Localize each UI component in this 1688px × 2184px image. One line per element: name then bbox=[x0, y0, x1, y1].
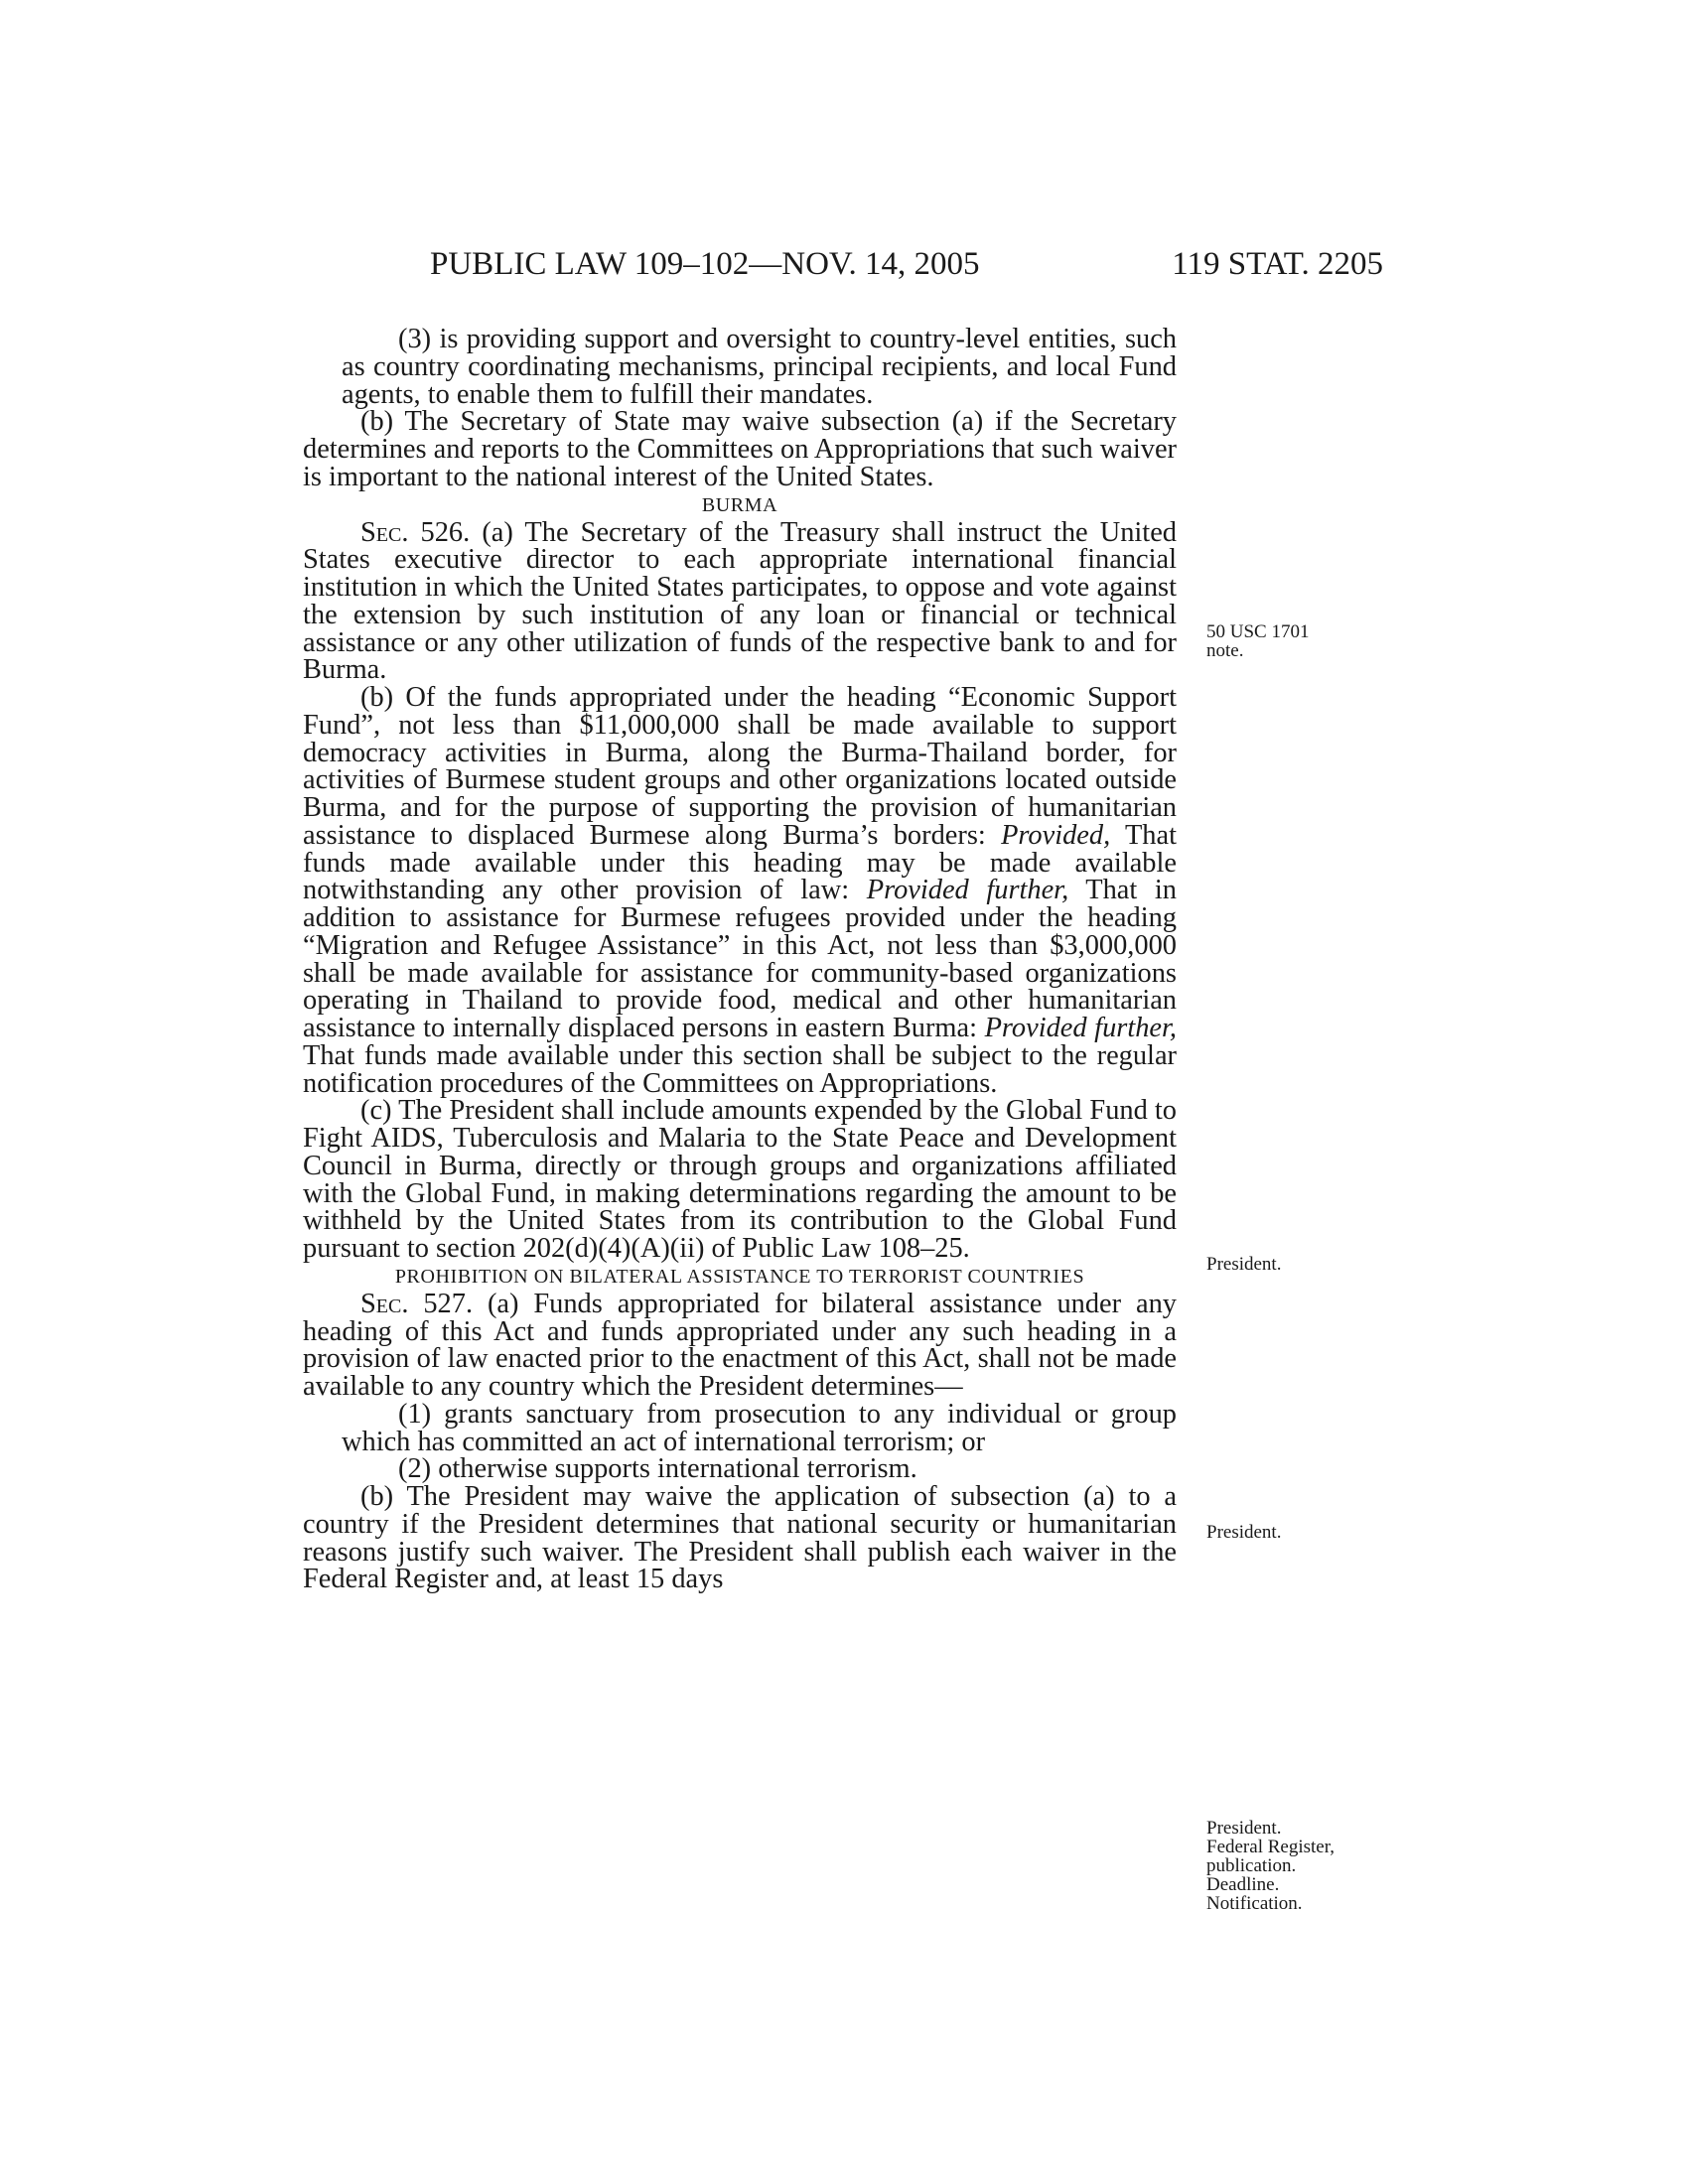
margin-note-usc-line2: note. bbox=[1206, 640, 1244, 661]
sec527-a2: (2) otherwise supports international terrorism. bbox=[398, 1453, 917, 1485]
section-heading-burma: BURMA bbox=[701, 493, 778, 516]
sec526-c: (c) The President shall include amounts expended by the Global Fund to Fight AIDS, Tuberculosis and Malaria to the State Peace and Development Council in Burma, directly or through groups and organizations affiliated with the Global Fund, in making determinations regarding the amount to be withheld by the United States from its contribution to the Global Fund pursuant to section 202(d)(4)(A)(ii) of Public Law 108–25. bbox=[303, 1095, 1177, 1264]
sec526-a bbox=[303, 516, 1177, 686]
sec527-a1: (1) grants sanctuary from prosecution to any individual or group which has committed an act of international terrorism; or bbox=[342, 1398, 1177, 1457]
margin-note-president-2 bbox=[1206, 1523, 1281, 1542]
sec526-b-text-1: (b) Of the funds appropriated under the heading “Economic Support Fund”, not less than $11,000,000 shall be made available to support democracy activities in Burma, along the Burma-Thailand border, for activities of Burmese student groups and other organizations located outside Burma, and for the purpose of supporting the provision of humanitarian assistance to displaced Burmese along Burma’s borders: bbox=[303, 682, 1177, 851]
provided-further-proviso-2: Provided further, bbox=[984, 1013, 1177, 1043]
margin-note-publication-line1: President. bbox=[1206, 1818, 1282, 1839]
page-body bbox=[303, 326, 1177, 1593]
margin-note-publication-line3: publication. bbox=[1206, 1855, 1297, 1876]
sec526-b-text-3: That in addition to assistance for Burmese refugees provided under the heading “Migration and Refugee Assistance” in this Act, not less than $3,000,000 shall be made available for assistance for community-based organizations operating in Thailand to provide food, medical and other humanitarian assistance to internally displaced persons in eastern Burma: bbox=[303, 875, 1177, 1043]
sec526-b-text-4: That funds made available under this section shall be subject to the regular notification procedures of the Committees on Appropriations. bbox=[303, 1039, 1177, 1099]
margin-note-usc bbox=[1206, 622, 1309, 660]
section-heading-prohibition: PROHIBITION ON BILATERAL ASSISTANCE TO TERRORIST COUNTRIES bbox=[394, 1265, 1085, 1288]
margin-note-publication bbox=[1206, 1819, 1335, 1913]
sec527-b: (b) The President may waive the application of subsection (a) to a country if the President determines that national security or humanitarian reasons justify such waiver. The President shall publish each waiver in the Federal Register and, at least 15 days bbox=[303, 1481, 1177, 1595]
sec527-a bbox=[303, 1288, 1177, 1402]
running-head-title: PUBLIC LAW 109–102—NOV. 14, 2005 bbox=[430, 246, 980, 282]
margin-note-president-2-text: President. bbox=[1206, 1522, 1282, 1543]
margin-note-usc-line1: 50 USC 1701 bbox=[1206, 621, 1310, 642]
paragraph-a3: (3) is providing support and oversight to country-level entities, such as country coordinating mechanisms, principal recipients, and local Fund agents, to enable them to fulfill their mandates. bbox=[342, 324, 1177, 410]
sec526-a-text: (a) The Secretary of the Treasury shall instruct the United States executive director to each appropriate international financial institution in which the United States participates, to oppose and vote against the extension by such institution of any loan or financial or technical assistance or any other utilization of funds of the respective bank to and for Burma. bbox=[303, 516, 1177, 686]
sec527-label: Sec. 527. bbox=[360, 1288, 474, 1319]
statute-page-number: 119 STAT. 2205 bbox=[1172, 246, 1383, 282]
sec526-b-text-2: That funds made available under this heading may be made available notwithstanding any other provision of law: bbox=[303, 819, 1177, 906]
margin-note-president-1 bbox=[1206, 1255, 1281, 1274]
sec527-a-text: (a) Funds appropriated for bilateral assistance under any heading of this Act and funds appropriated under any such heading in a provision of law enacted prior to the enactment of this Act, shall not be made available to any country which the President determines— bbox=[303, 1288, 1177, 1402]
provided-further-proviso-1: Provided further, bbox=[866, 875, 1069, 906]
margin-note-publication-line4: Deadline. bbox=[1206, 1874, 1280, 1895]
margin-note-publication-line5: Notification. bbox=[1206, 1893, 1303, 1914]
sec526-b bbox=[303, 684, 1177, 1097]
margin-note-president-1-text: President. bbox=[1206, 1254, 1282, 1275]
running-header bbox=[430, 246, 1383, 286]
paragraph-b-waiver: (b) The Secretary of State may waive subsection (a) if the Secretary determines and reports to the Committees on Appropriations that such waiver is important to the national interest of the United States. bbox=[303, 406, 1177, 492]
sec526-label: Sec. 526. bbox=[360, 516, 471, 548]
provided-proviso-1: Provided, bbox=[1001, 819, 1111, 851]
margin-note-publication-line2: Federal Register, bbox=[1206, 1837, 1336, 1857]
